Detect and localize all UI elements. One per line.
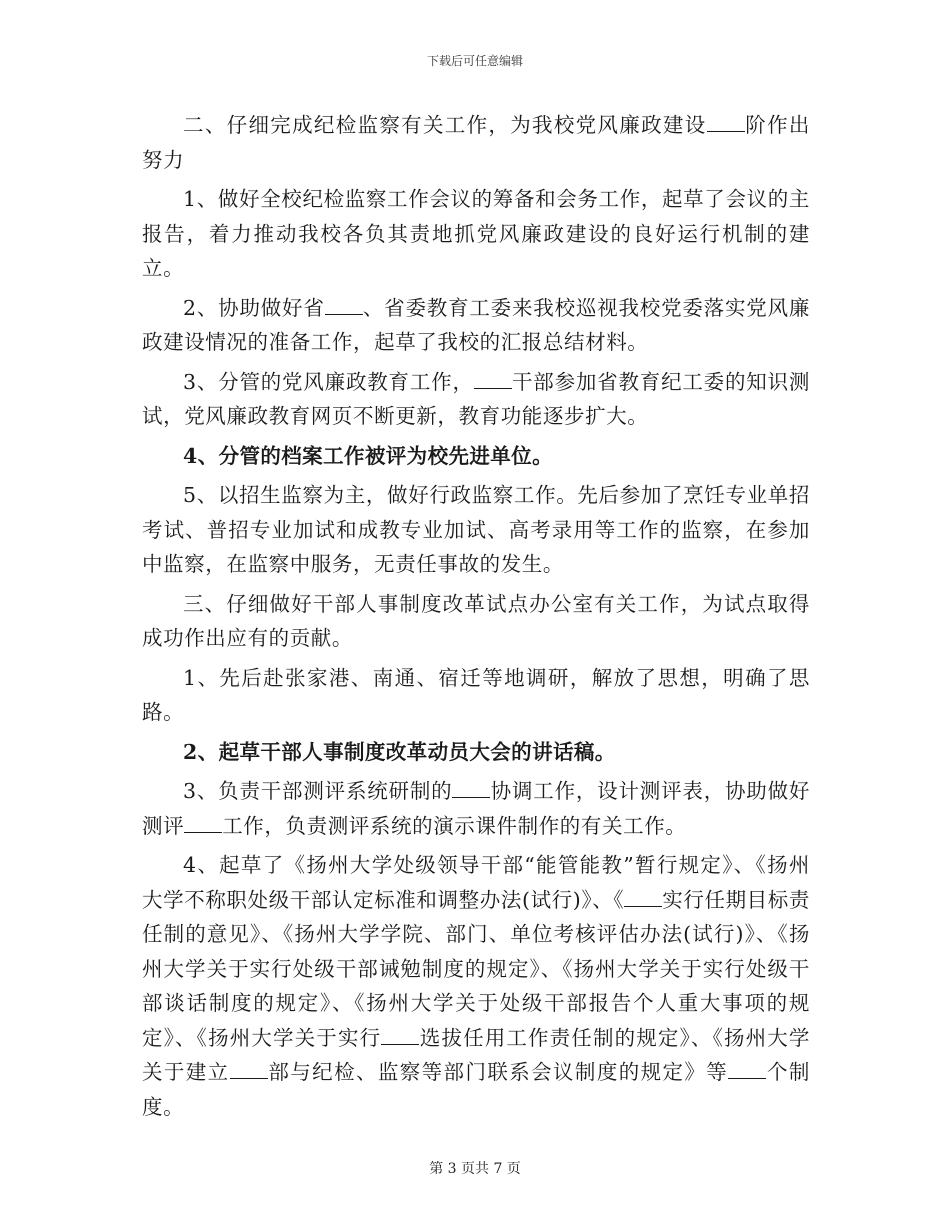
paragraph-text: 5、以招生监察为主，做好行政监察工作。先后参加了烹饪专业单招考试、普招专业加试和成教专业加试、高考录用等工作的监察，在参加中监察，在监察中服务，无责任事故的发生。	[142, 483, 810, 576]
page-footer: 第 3 页共 7 页	[429, 1161, 521, 1177]
blank-fill-line	[325, 296, 363, 315]
paragraph-text: 1、做好全校纪检监察工作会议的筹备和会务工作，起草了会议的主报告，着力推动我校各负其责地抓党风廉政建设的良好运行机制的建立。	[142, 187, 810, 280]
paragraph-text: 部与纪检、监察等部门联系会议制度的规定》等	[267, 1060, 729, 1084]
paragraph-text: 个制度。	[142, 1060, 810, 1119]
paragraph	[142, 587, 810, 656]
paragraph	[142, 478, 810, 582]
paragraph	[142, 182, 810, 286]
blank-fill-line	[381, 1026, 419, 1045]
paragraph	[142, 735, 810, 770]
paragraph-text: 三、仔细做好干部人事制度改革试点办公室有关工作，为试点取得成功作出应有的贡献。	[142, 591, 810, 650]
paragraph-text: 3、负责干部测评系统研制的	[183, 779, 453, 803]
paragraph	[142, 365, 810, 434]
paragraph-text: 阶作出努力	[142, 113, 810, 172]
paragraph-text: 1、先后赴张家港、南通、宿迁等地调研，解放了思想，明确了思路。	[142, 665, 810, 724]
blank-fill-line	[728, 1060, 766, 1079]
paragraph-text: 工作，负责测评系统的演示课件制作的有关工作。	[222, 813, 687, 838]
paragraph-text: 4、起草了《扬州大学处级领导干部“能管能教”暂行规定》、《扬州大学不称职处级干部认定标准和调整办法(试行)》、《	[142, 853, 810, 912]
blank-fill-line	[184, 814, 222, 833]
paragraph-text: 选拔任用工作责任制的规定》、《扬州大学关于建立	[142, 1025, 811, 1084]
paragraph-text: 、省委教育工委来我校巡视我校党委落实党风廉政建设情况的准备工作，起草了我校的汇报总结材料。	[142, 295, 810, 354]
paragraph	[142, 774, 810, 843]
blank-fill-line	[707, 113, 745, 132]
blank-fill-line	[452, 779, 490, 798]
paragraph	[142, 108, 810, 177]
page-header: 下载后可任意编辑	[426, 54, 523, 68]
paragraph	[142, 439, 810, 474]
paragraph-text: 2、起草干部人事制度改革动员大会的讲话稿。	[183, 739, 616, 764]
blank-fill-line	[624, 888, 662, 907]
paragraph-text: 干部参加省教育纪工委的知识测试，党风廉政教育网页不断更新，教育功能逐步扩大。	[142, 369, 810, 428]
blank-fill-line	[230, 1060, 268, 1079]
blank-fill-line	[474, 370, 512, 389]
document-body	[142, 108, 810, 1129]
paragraph-text: 3、分管的党风廉政教育工作，	[183, 369, 474, 394]
paragraph	[142, 848, 810, 1124]
paragraph-text: 2、协助做好省	[183, 295, 325, 320]
paragraph-text: 协调工作，设计测评表，协助做好测评	[142, 779, 810, 838]
paragraph	[142, 291, 810, 360]
paragraph	[142, 661, 810, 730]
paragraph-text: 二、仔细完成纪检监察有关工作，为我校党风廉政建设	[183, 113, 707, 137]
paragraph-text: 实行任期目标责任制的意见》、《扬州大学学院、部门、单位考核评估办法(试行)》、《扬州大学关于实行处级干部诫勉制度的规定》、《扬州大学关于实行处级干部谈话制度的规定》、《扬州大学关于处级干部报告个人重大事项的规定》、《扬州大学关于实行	[142, 887, 810, 1050]
paragraph-text: 4、分管的档案工作被评为校先进单位。	[183, 443, 553, 468]
